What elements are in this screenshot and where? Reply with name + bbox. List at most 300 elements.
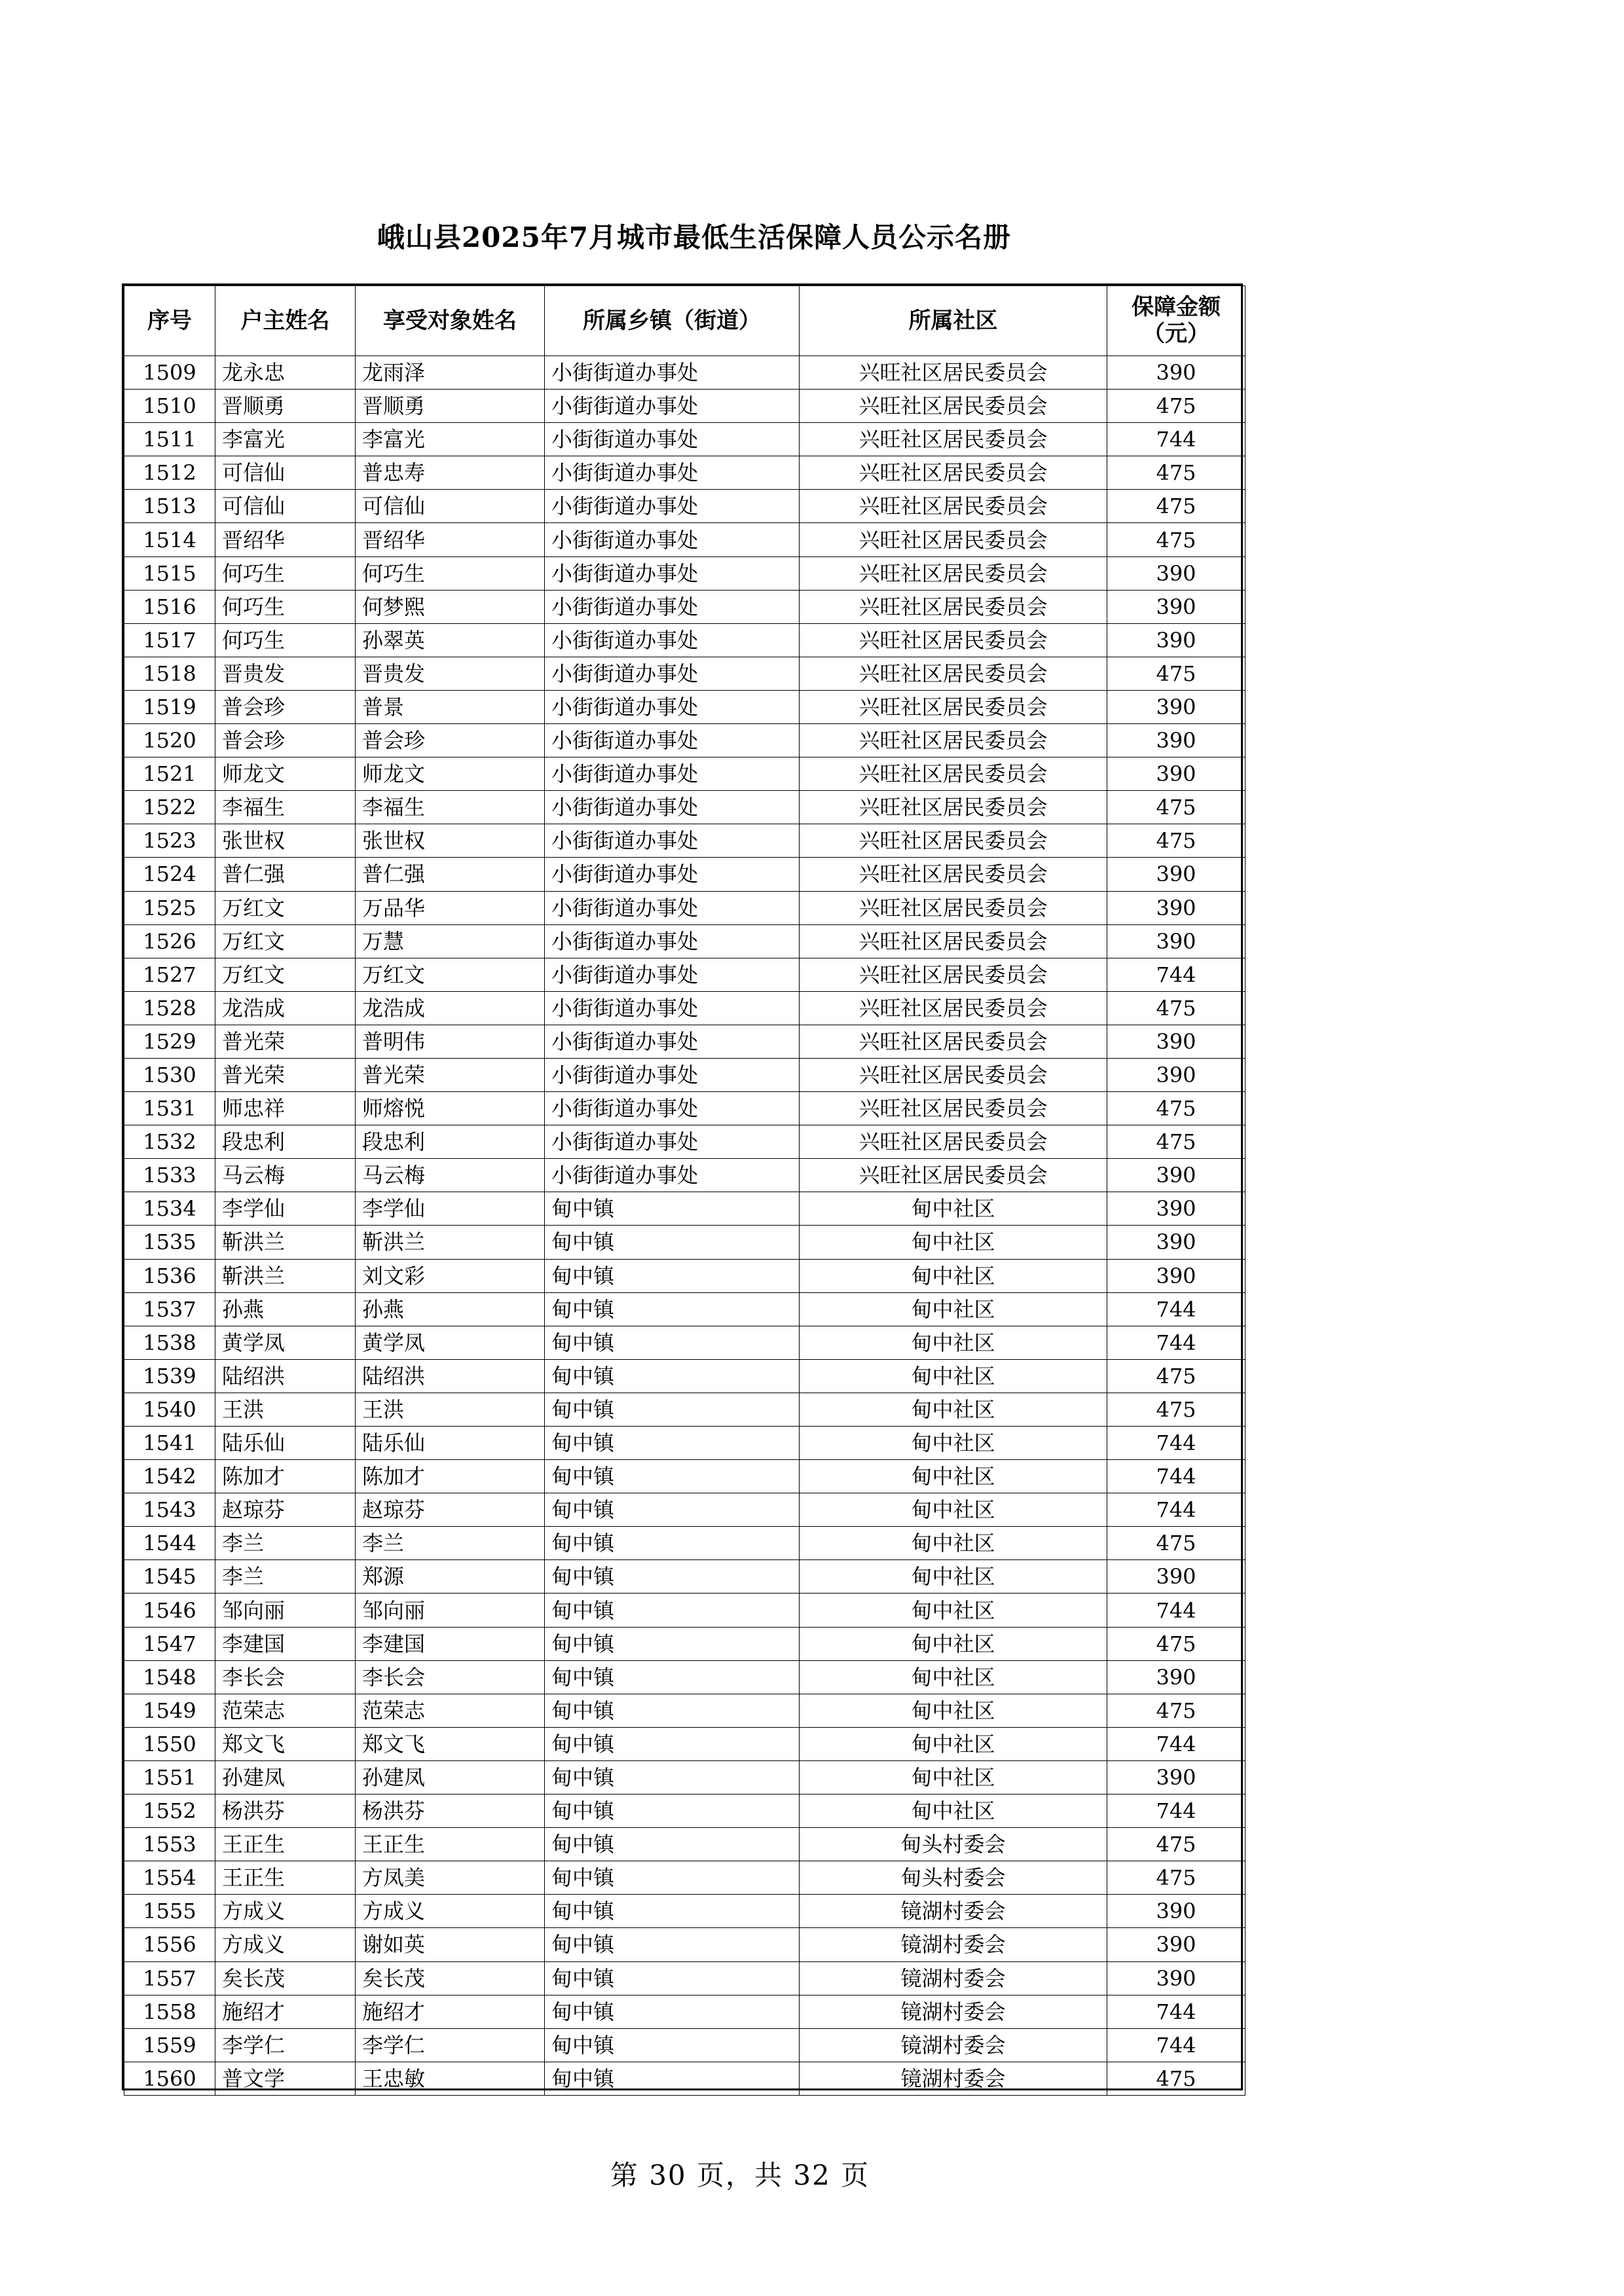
cell-community: 甸中社区 (800, 1627, 1107, 1660)
cell-town: 小街街道办事处 (545, 791, 800, 824)
cell-no: 1517 (124, 623, 215, 657)
cell-community: 甸中社区 (800, 1427, 1107, 1460)
cell-town: 甸中镇 (545, 1460, 800, 1493)
cell-head-name: 普光荣 (215, 1058, 356, 1091)
cell-no: 1560 (124, 2062, 215, 2095)
cell-town: 甸中镇 (545, 1393, 800, 1426)
cell-town: 小街街道办事处 (545, 590, 800, 623)
cell-head-name: 可信仙 (215, 490, 356, 523)
cell-community: 兴旺社区居民委员会 (800, 1058, 1107, 1091)
cell-town: 小街街道办事处 (545, 690, 800, 723)
cell-amount: 390 (1107, 1226, 1246, 1259)
cell-community: 甸中社区 (800, 1694, 1107, 1727)
cell-no: 1555 (124, 1895, 215, 1928)
table-row (124, 1159, 1246, 1192)
cell-no: 1516 (124, 590, 215, 623)
cell-beneficiary: 黄学凤 (356, 1326, 545, 1359)
cell-town: 小街街道办事处 (545, 824, 800, 858)
cell-town: 甸中镇 (545, 1594, 800, 1627)
table-row (124, 423, 1246, 456)
cell-head-name: 靳洪兰 (215, 1259, 356, 1292)
cell-beneficiary: 李兰 (356, 1527, 545, 1560)
cell-head-name: 万红文 (215, 924, 356, 958)
table-row (124, 690, 1246, 723)
cell-amount: 475 (1107, 657, 1246, 690)
cell-beneficiary: 万慧 (356, 924, 545, 958)
cell-amount: 475 (1107, 456, 1246, 490)
cell-head-name: 陆绍洪 (215, 1359, 356, 1393)
header-amount-line1: 保障金额 (1132, 294, 1221, 321)
cell-no: 1527 (124, 958, 215, 991)
cell-amount: 475 (1107, 1125, 1246, 1159)
table-row (124, 1025, 1246, 1058)
cell-community: 兴旺社区居民委员会 (800, 623, 1107, 657)
cell-community: 甸中社区 (800, 1326, 1107, 1359)
cell-beneficiary: 晋顺勇 (356, 390, 545, 423)
cell-amount: 390 (1107, 1660, 1246, 1694)
cell-no: 1543 (124, 1493, 215, 1527)
cell-no: 1522 (124, 791, 215, 824)
cell-beneficiary: 杨洪芬 (356, 1795, 545, 1828)
table-row (124, 1861, 1246, 1895)
page-footer: 第 30 页，共 32 页 (610, 2159, 870, 2191)
cell-head-name: 师忠祥 (215, 1092, 356, 1125)
cell-no: 1548 (124, 1660, 215, 1694)
cell-head-name: 陆乐仙 (215, 1427, 356, 1460)
cell-head-name: 龙浩成 (215, 991, 356, 1025)
cell-amount: 475 (1107, 390, 1246, 423)
cell-no: 1512 (124, 456, 215, 490)
cell-community: 甸中社区 (800, 1493, 1107, 1527)
cell-town: 小街街道办事处 (545, 1125, 800, 1159)
cell-amount: 744 (1107, 1594, 1246, 1627)
cell-beneficiary: 何巧生 (356, 556, 545, 590)
cell-beneficiary: 龙雨泽 (356, 356, 545, 390)
cell-community: 兴旺社区居民委员会 (800, 1092, 1107, 1125)
cell-no: 1536 (124, 1259, 215, 1292)
table-row (124, 1961, 1246, 1995)
cell-beneficiary: 普忠寿 (356, 456, 545, 490)
table-row (124, 1995, 1246, 2028)
cell-town: 小街街道办事处 (545, 991, 800, 1025)
cell-community: 兴旺社区居民委员会 (800, 824, 1107, 858)
table-row (124, 1292, 1246, 1326)
header-no: 序号 (124, 286, 215, 356)
table-row (124, 1527, 1246, 1560)
cell-no: 1531 (124, 1092, 215, 1125)
cell-no: 1510 (124, 390, 215, 423)
cell-head-name: 普会珍 (215, 690, 356, 723)
table-body (124, 356, 1246, 2096)
cell-no: 1547 (124, 1627, 215, 1660)
cell-head-name: 普仁强 (215, 858, 356, 891)
cell-community: 甸中社区 (800, 1393, 1107, 1426)
cell-community: 甸中社区 (800, 1560, 1107, 1594)
table-row (124, 891, 1246, 924)
cell-beneficiary: 普会珍 (356, 724, 545, 757)
cell-no: 1552 (124, 1795, 215, 1828)
cell-community: 镜湖村委会 (800, 2028, 1107, 2062)
cell-head-name: 李福生 (215, 791, 356, 824)
cell-town: 甸中镇 (545, 1427, 800, 1460)
cell-amount: 475 (1107, 523, 1246, 556)
cell-community: 兴旺社区居民委员会 (800, 991, 1107, 1025)
beneficiary-table (122, 283, 1243, 2090)
cell-amount: 390 (1107, 1928, 1246, 1961)
table-row (124, 2062, 1246, 2095)
cell-town: 小街街道办事处 (545, 958, 800, 991)
cell-amount: 390 (1107, 1259, 1246, 1292)
cell-head-name: 李富光 (215, 423, 356, 456)
cell-head-name: 范荣志 (215, 1694, 356, 1727)
cell-community: 兴旺社区居民委员会 (800, 423, 1107, 456)
header-community: 所属社区 (800, 286, 1107, 356)
cell-community: 甸中社区 (800, 1359, 1107, 1393)
cell-head-name: 陈加才 (215, 1460, 356, 1493)
cell-community: 甸中社区 (800, 1460, 1107, 1493)
cell-town: 小街街道办事处 (545, 1159, 800, 1192)
cell-no: 1535 (124, 1226, 215, 1259)
cell-community: 兴旺社区居民委员会 (800, 456, 1107, 490)
table-row (124, 356, 1246, 390)
cell-amount: 390 (1107, 1760, 1246, 1794)
cell-head-name: 李学仙 (215, 1192, 356, 1226)
cell-beneficiary: 方成义 (356, 1895, 545, 1928)
cell-town: 小街街道办事处 (545, 724, 800, 757)
cell-town: 甸中镇 (545, 1928, 800, 1961)
cell-community: 兴旺社区居民委员会 (800, 1159, 1107, 1192)
cell-no: 1557 (124, 1961, 215, 1995)
cell-community: 甸中社区 (800, 1660, 1107, 1694)
table-row (124, 858, 1246, 891)
cell-town: 小街街道办事处 (545, 423, 800, 456)
cell-no: 1540 (124, 1393, 215, 1426)
table-row (124, 1627, 1246, 1660)
document-title: 峨山县2025年7月城市最低生活保障人员公示名册 (377, 221, 1012, 253)
cell-head-name: 黄学凤 (215, 1326, 356, 1359)
cell-head-name: 万红文 (215, 958, 356, 991)
cell-town: 甸中镇 (545, 1359, 800, 1393)
table-row (124, 1427, 1246, 1460)
cell-community: 兴旺社区居民委员会 (800, 924, 1107, 958)
cell-community: 镜湖村委会 (800, 1928, 1107, 1961)
cell-head-name: 晋顺勇 (215, 390, 356, 423)
cell-community: 镜湖村委会 (800, 2062, 1107, 2095)
cell-amount: 390 (1107, 1058, 1246, 1091)
cell-town: 甸中镇 (545, 2028, 800, 2062)
cell-town: 小街街道办事处 (545, 1025, 800, 1058)
cell-amount: 475 (1107, 1092, 1246, 1125)
cell-community: 甸中社区 (800, 1192, 1107, 1226)
cell-amount: 744 (1107, 1427, 1246, 1460)
cell-head-name: 方成义 (215, 1928, 356, 1961)
cell-head-name: 龙永忠 (215, 356, 356, 390)
cell-town: 甸中镇 (545, 1560, 800, 1594)
cell-amount: 744 (1107, 1460, 1246, 1493)
cell-no: 1546 (124, 1594, 215, 1627)
cell-beneficiary: 张世权 (356, 824, 545, 858)
cell-amount: 390 (1107, 757, 1246, 791)
table-row (124, 490, 1246, 523)
table-row (124, 456, 1246, 490)
cell-amount: 390 (1107, 590, 1246, 623)
cell-no: 1526 (124, 924, 215, 958)
cell-head-name: 李建国 (215, 1627, 356, 1660)
table-row (124, 1660, 1246, 1694)
cell-head-name: 李学仁 (215, 2028, 356, 2062)
cell-community: 甸中社区 (800, 1760, 1107, 1794)
cell-no: 1551 (124, 1760, 215, 1794)
cell-town: 小街街道办事处 (545, 858, 800, 891)
cell-beneficiary: 龙浩成 (356, 991, 545, 1025)
cell-head-name: 何巧生 (215, 556, 356, 590)
cell-no: 1541 (124, 1427, 215, 1460)
cell-amount: 390 (1107, 690, 1246, 723)
cell-beneficiary: 晋贵发 (356, 657, 545, 690)
cell-amount: 390 (1107, 1025, 1246, 1058)
cell-beneficiary: 方凤美 (356, 1861, 545, 1895)
table-row (124, 991, 1246, 1025)
cell-head-name: 王洪 (215, 1393, 356, 1426)
cell-beneficiary: 赵琼芬 (356, 1493, 545, 1527)
cell-amount: 390 (1107, 891, 1246, 924)
cell-head-name: 李兰 (215, 1560, 356, 1594)
cell-community: 兴旺社区居民委员会 (800, 490, 1107, 523)
cell-town: 小街街道办事处 (545, 757, 800, 791)
table-row (124, 1226, 1246, 1259)
cell-town: 甸中镇 (545, 1192, 800, 1226)
cell-head-name: 何巧生 (215, 590, 356, 623)
cell-beneficiary: 普景 (356, 690, 545, 723)
cell-amount: 390 (1107, 724, 1246, 757)
cell-no: 1532 (124, 1125, 215, 1159)
cell-head-name: 王正生 (215, 1861, 356, 1895)
cell-community: 甸头村委会 (800, 1861, 1107, 1895)
cell-amount: 390 (1107, 1192, 1246, 1226)
table-row (124, 1125, 1246, 1159)
table-row (124, 1092, 1246, 1125)
table-row (124, 1560, 1246, 1594)
cell-amount: 390 (1107, 924, 1246, 958)
cell-head-name: 何巧生 (215, 623, 356, 657)
cell-no: 1545 (124, 1560, 215, 1594)
cell-amount: 744 (1107, 958, 1246, 991)
cell-community: 兴旺社区居民委员会 (800, 590, 1107, 623)
table-row (124, 657, 1246, 690)
cell-head-name: 晋绍华 (215, 523, 356, 556)
cell-community: 兴旺社区居民委员会 (800, 690, 1107, 723)
cell-community: 兴旺社区居民委员会 (800, 356, 1107, 390)
cell-head-name: 普文学 (215, 2062, 356, 2095)
cell-town: 甸中镇 (545, 1326, 800, 1359)
cell-community: 兴旺社区居民委员会 (800, 791, 1107, 824)
cell-community: 兴旺社区居民委员会 (800, 891, 1107, 924)
cell-no: 1520 (124, 724, 215, 757)
cell-amount: 744 (1107, 423, 1246, 456)
cell-beneficiary: 陈加才 (356, 1460, 545, 1493)
cell-no: 1558 (124, 1995, 215, 2028)
cell-amount: 744 (1107, 1995, 1246, 2028)
cell-amount: 744 (1107, 2028, 1246, 2062)
cell-beneficiary: 李福生 (356, 791, 545, 824)
cell-beneficiary: 靳洪兰 (356, 1226, 545, 1259)
cell-head-name: 靳洪兰 (215, 1226, 356, 1259)
table-row (124, 1594, 1246, 1627)
cell-beneficiary: 郑源 (356, 1560, 545, 1594)
cell-amount: 390 (1107, 623, 1246, 657)
cell-amount: 475 (1107, 824, 1246, 858)
cell-head-name: 郑文飞 (215, 1727, 356, 1760)
header-head-name: 户主姓名 (215, 286, 356, 356)
table-row (124, 1828, 1246, 1861)
table-row (124, 1460, 1246, 1493)
cell-amount: 390 (1107, 1159, 1246, 1192)
table-row (124, 924, 1246, 958)
cell-head-name: 李兰 (215, 1527, 356, 1560)
cell-no: 1518 (124, 657, 215, 690)
cell-no: 1544 (124, 1527, 215, 1560)
header-beneficiary: 享受对象姓名 (356, 286, 545, 356)
cell-town: 甸中镇 (545, 1795, 800, 1828)
cell-beneficiary: 王忠敏 (356, 2062, 545, 2095)
cell-amount: 390 (1107, 1560, 1246, 1594)
table-header-row (124, 286, 1246, 356)
cell-no: 1511 (124, 423, 215, 456)
table-row (124, 824, 1246, 858)
cell-town: 小街街道办事处 (545, 1058, 800, 1091)
cell-head-name: 孙燕 (215, 1292, 356, 1326)
table-row (124, 1359, 1246, 1393)
cell-town: 甸中镇 (545, 1226, 800, 1259)
table-row (124, 523, 1246, 556)
cell-community: 甸头村委会 (800, 1828, 1107, 1861)
cell-head-name: 孙建凤 (215, 1760, 356, 1794)
cell-community: 镜湖村委会 (800, 1995, 1107, 2028)
cell-head-name: 杨洪芬 (215, 1795, 356, 1828)
cell-town: 甸中镇 (545, 1895, 800, 1928)
cell-amount: 475 (1107, 1694, 1246, 1727)
cell-beneficiary: 谢如英 (356, 1928, 545, 1961)
cell-town: 甸中镇 (545, 1493, 800, 1527)
cell-amount: 744 (1107, 1326, 1246, 1359)
cell-town: 小街街道办事处 (545, 456, 800, 490)
cell-no: 1550 (124, 1727, 215, 1760)
cell-no: 1528 (124, 991, 215, 1025)
cell-no: 1519 (124, 690, 215, 723)
cell-no: 1525 (124, 891, 215, 924)
cell-head-name: 普会珍 (215, 724, 356, 757)
cell-town: 小街街道办事处 (545, 623, 800, 657)
cell-head-name: 施绍才 (215, 1995, 356, 2028)
cell-community: 甸中社区 (800, 1727, 1107, 1760)
cell-no: 1554 (124, 1861, 215, 1895)
cell-town: 甸中镇 (545, 1527, 800, 1560)
cell-no: 1539 (124, 1359, 215, 1393)
cell-town: 小街街道办事处 (545, 924, 800, 958)
cell-beneficiary: 李学仙 (356, 1192, 545, 1226)
table-row (124, 1760, 1246, 1794)
cell-head-name: 矣长茂 (215, 1961, 356, 1995)
cell-community: 甸中社区 (800, 1594, 1107, 1627)
header-amount-line2: （元） (1143, 321, 1209, 347)
cell-community: 兴旺社区居民委员会 (800, 556, 1107, 590)
cell-no: 1521 (124, 757, 215, 791)
cell-beneficiary: 段忠利 (356, 1125, 545, 1159)
cell-town: 小街街道办事处 (545, 1092, 800, 1125)
cell-beneficiary: 可信仙 (356, 490, 545, 523)
table-row (124, 1326, 1246, 1359)
cell-amount: 475 (1107, 1627, 1246, 1660)
cell-amount: 475 (1107, 1359, 1246, 1393)
cell-town: 甸中镇 (545, 2062, 800, 2095)
cell-community: 甸中社区 (800, 1795, 1107, 1828)
cell-no: 1514 (124, 523, 215, 556)
cell-no: 1524 (124, 858, 215, 891)
cell-community: 兴旺社区居民委员会 (800, 858, 1107, 891)
table-row (124, 1493, 1246, 1527)
cell-community: 兴旺社区居民委员会 (800, 757, 1107, 791)
cell-beneficiary: 王洪 (356, 1393, 545, 1426)
cell-town: 甸中镇 (545, 1760, 800, 1794)
cell-town: 甸中镇 (545, 1292, 800, 1326)
cell-amount: 475 (1107, 991, 1246, 1025)
cell-beneficiary: 郑文飞 (356, 1727, 545, 1760)
cell-town: 甸中镇 (545, 1961, 800, 1995)
cell-beneficiary: 孙翠英 (356, 623, 545, 657)
cell-amount: 475 (1107, 490, 1246, 523)
cell-head-name: 段忠利 (215, 1125, 356, 1159)
cell-amount: 390 (1107, 1895, 1246, 1928)
cell-no: 1537 (124, 1292, 215, 1326)
cell-beneficiary: 孙燕 (356, 1292, 545, 1326)
cell-beneficiary: 普光荣 (356, 1058, 545, 1091)
cell-town: 甸中镇 (545, 1694, 800, 1727)
table-row (124, 1795, 1246, 1828)
cell-amount: 744 (1107, 1727, 1246, 1760)
cell-no: 1556 (124, 1928, 215, 1961)
cell-community: 甸中社区 (800, 1292, 1107, 1326)
cell-head-name: 李长会 (215, 1660, 356, 1694)
table-row (124, 1694, 1246, 1727)
cell-community: 甸中社区 (800, 1226, 1107, 1259)
cell-community: 兴旺社区居民委员会 (800, 1025, 1107, 1058)
table-row (124, 590, 1246, 623)
cell-head-name: 王正生 (215, 1828, 356, 1861)
table-row (124, 1259, 1246, 1292)
cell-amount: 744 (1107, 1292, 1246, 1326)
cell-no: 1542 (124, 1460, 215, 1493)
cell-beneficiary: 万红文 (356, 958, 545, 991)
cell-beneficiary: 李长会 (356, 1660, 545, 1694)
cell-beneficiary: 普明伟 (356, 1025, 545, 1058)
cell-community: 甸中社区 (800, 1259, 1107, 1292)
cell-amount: 475 (1107, 1527, 1246, 1560)
cell-community: 兴旺社区居民委员会 (800, 1125, 1107, 1159)
cell-beneficiary: 普仁强 (356, 858, 545, 891)
cell-amount: 390 (1107, 858, 1246, 891)
table-row (124, 556, 1246, 590)
cell-no: 1509 (124, 356, 215, 390)
cell-head-name: 方成义 (215, 1895, 356, 1928)
cell-head-name: 可信仙 (215, 456, 356, 490)
cell-head-name: 师龙文 (215, 757, 356, 791)
cell-no: 1549 (124, 1694, 215, 1727)
table-row (124, 1895, 1246, 1928)
cell-no: 1559 (124, 2028, 215, 2062)
cell-town: 小街街道办事处 (545, 390, 800, 423)
cell-beneficiary: 师龙文 (356, 757, 545, 791)
cell-head-name: 张世权 (215, 824, 356, 858)
